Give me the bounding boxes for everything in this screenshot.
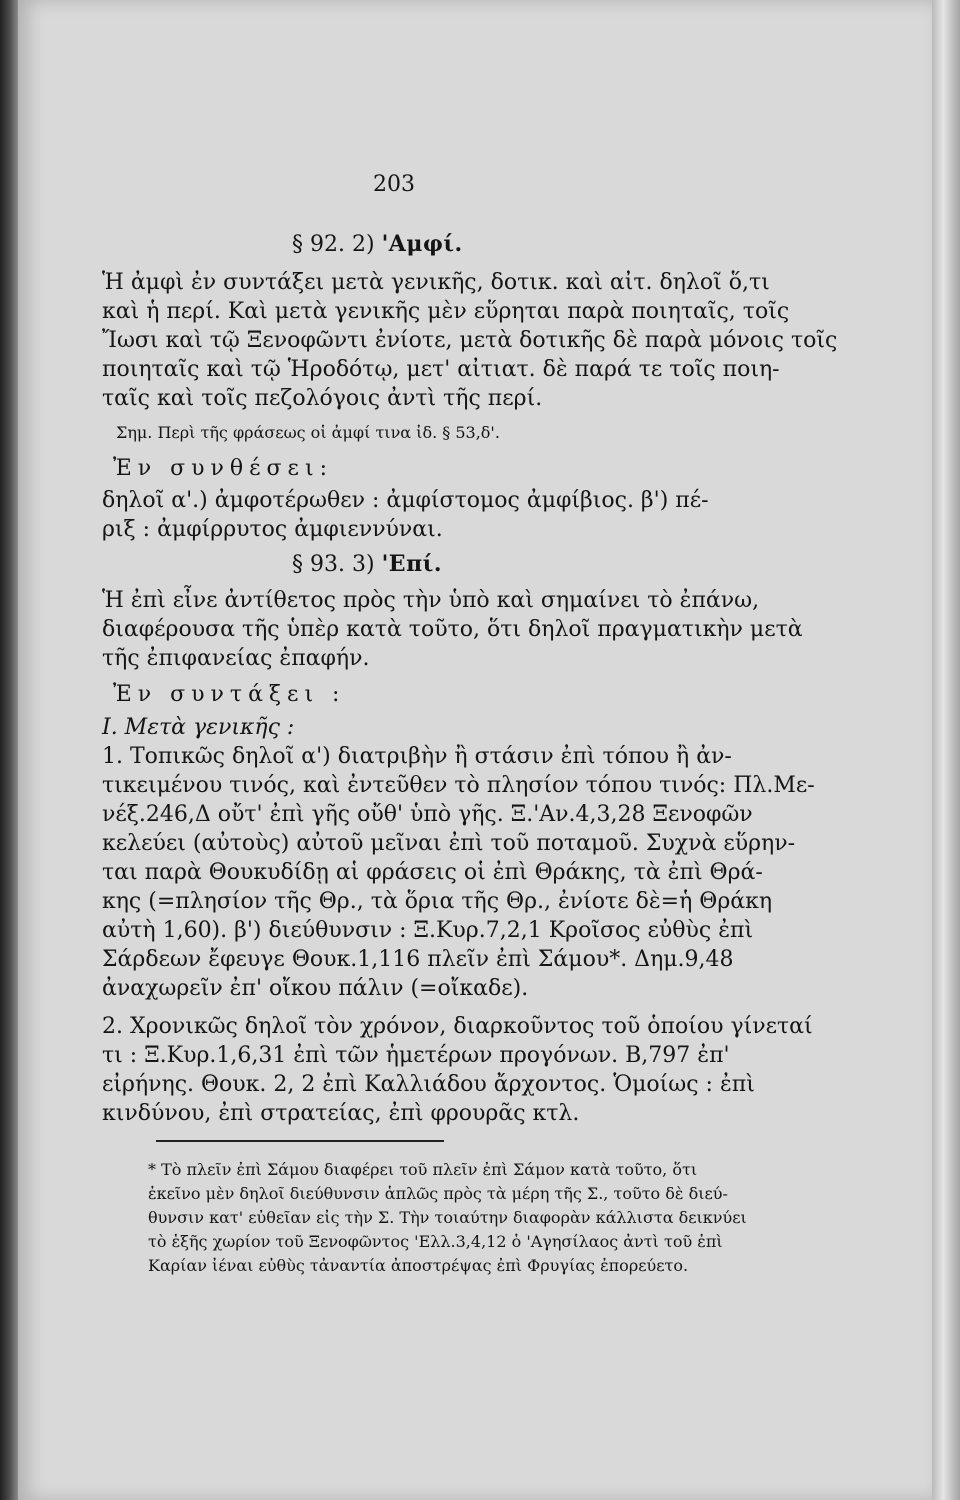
synthesis-line-2: ριξ : ἀμφίρρυτος ἀμφιεννύναι. (102, 517, 443, 542)
local-line-9: ἀναχωρεῖν ἐπ' οἴκου πάλιν (=οἴκαδε). (102, 976, 529, 1001)
section-93-title: 'Επί. (381, 551, 442, 577)
local-line-1: 1. Τοπικῶς δηλοῖ α') διατριβὴν ἢ στάσιν ἐπὶ τόπου ἢ ἀν- (102, 744, 732, 769)
footnote-line-3: θυνσιν κατ' εὐθεῖαν εἰς τὴν Σ. Τὴν τοιαύτην διαφορὰν κάλλιστα δεικνύει (148, 1208, 747, 1227)
epi-line-3: τῆς ἐπιφανείας ἐπαφήν. (102, 646, 370, 671)
right-page-edge (932, 0, 960, 1500)
temporal-usage-paragraph (102, 1012, 813, 1128)
section-92-marker: § 92. 2) (292, 232, 375, 257)
syntax-heading: Ἐν συντάξει : (113, 682, 346, 707)
section-92-title: 'Αμφί. (381, 231, 463, 257)
footnote-line-4: τὸ ἑξῆς χωρίον τοῦ Ξενοφῶντος 'Ελλ.3,4,12 ὁ 'Αγησίλαος ἀντὶ τοῦ ἐπὶ (148, 1232, 723, 1251)
local-line-8: Σάρδεων ἔφευγε Θουκ.1,116 πλεῖν ἐπὶ Σάμου*. Δημ.9,48 (102, 947, 734, 972)
amphi-paragraph (102, 268, 837, 413)
amphi-note: Σημ. Περὶ τῆς φράσεως οἱ ἀμφί τινα ἰδ. § 53,δ'. (116, 423, 500, 442)
amphi-line-5: ταῖς καὶ τοῖς πεζολόγοις ἀντὶ τῆς περί. (102, 386, 543, 411)
synthesis-paragraph (102, 486, 709, 544)
local-line-2: τικειμένου τινός, καὶ ἐντεῦθεν τὸ πλησίον τόπου τινός: Πλ.Με- (102, 773, 815, 798)
temporal-line-4: κινδύνου, ἐπὶ στρατείας, ἐπὶ φρουρᾶς κτλ. (102, 1101, 580, 1126)
genitive-heading: Ι. Μετὰ γενικῆς : (102, 715, 295, 740)
local-line-3: νέξ.246,Δ οὔτ' ἐπὶ γῆς οὔθ' ὑπὸ γῆς. Ξ.'Αν.4,3,28 Ξενοφῶν (102, 802, 753, 827)
epi-line-2: διαφέρουσα τῆς ὑπὲρ κατὰ τοῦτο, ὅτι δηλοῖ πραγματικὴν μετὰ (102, 617, 803, 642)
temporal-line-3: εἰρήνης. Θουκ. 2, 2 ἐπὶ Καλλιάδου ἄρχοντος. Ὁμοίως : ἐπὶ (102, 1072, 755, 1097)
temporal-line-2: τι : Ξ.Κυρ.1,6,31 ἐπὶ τῶν ἡμετέρων προγόνων. Β,797 ἐπ' (102, 1043, 730, 1068)
page-content (70, 0, 838, 1500)
footnote-line-1: * Τὸ πλεῖν ἐπὶ Σάμου διαφέρει τοῦ πλεῖν ἐπὶ Σάμον κατὰ τοῦτο, ὅτι (148, 1160, 698, 1179)
local-line-6: κης (=πλησίον τῆς Θρ., τὰ ὅρια τῆς Θρ., ἐνίοτε δὲ=ἡ Θράκη (102, 889, 773, 914)
local-usage-paragraph (102, 742, 815, 1003)
temporal-line-1: 2. Χρονικῶς δηλοῖ τὸν χρόνον, διαρκοῦντος τοῦ ὁποίου γίνεταί (102, 1014, 813, 1039)
page-number: 203 (373, 172, 415, 197)
amphi-line-1: Ἡ ἀμφὶ ἐν συντάξει μετὰ γενικῆς, δοτικ. καὶ αἰτ. δηλοῖ ὅ,τι (102, 270, 770, 295)
local-line-4: κελεύει (αὐτοὺς) αὐτοῦ μεῖναι ἐπὶ τοῦ ποταμοῦ. Συχνὰ εὕρην- (102, 831, 796, 856)
section-93-heading (292, 550, 442, 579)
section-92-heading (292, 230, 463, 259)
local-line-7: αὐτὴ 1,60). β') διεύθυνσιν : Ξ.Κυρ.7,2,1 Κροῖσος εὐθὺς ἐπὶ (102, 918, 754, 943)
footnote-line-2: ἐκεῖνο μὲν δηλοῖ διεύθυνσιν ἁπλῶς πρὸς τὰ μέρη τῆς Σ., τοῦτο δὲ διεύ- (148, 1184, 728, 1203)
footnote-separator (156, 1140, 444, 1142)
synthesis-line-1: δηλοῖ α'.) ἀμφοτέρωθεν : ἀμφίστομος ἀμφίβιος. β') πέ- (102, 488, 709, 513)
left-page-edge (0, 0, 18, 1500)
footnote-line-5: Καρίαν ἰέναι εὐθὺς τἀναντία ἀποστρέψας ἐπὶ Φρυγίας ἐπορεύετο. (148, 1256, 689, 1275)
footnote (148, 1158, 772, 1278)
amphi-line-4: ποιηταῖς καὶ τῷ Ἡροδότῳ, μετ' αἰτιατ. δὲ παρά τε τοῖς ποιη- (102, 357, 780, 382)
epi-line-1: Ἡ ἐπὶ εἶνε ἀντίθετος πρὸς τὴν ὑπὸ καὶ σημαίνει τὸ ἐπάνω, (102, 588, 760, 613)
amphi-line-2: καὶ ἡ περί. Καὶ μετὰ γενικῆς μὲν εὕρηται παρὰ ποιηταῖς, τοῖς (102, 299, 790, 324)
local-line-5: ται παρὰ Θουκυδίδῃ αἱ φράσεις οἱ ἐπὶ Θράκης, τὰ ἐπὶ Θρά- (102, 860, 763, 885)
epi-paragraph (102, 586, 803, 673)
book-page (18, 0, 932, 1500)
synthesis-heading: Ἐν συνθέσει: (113, 456, 333, 481)
amphi-line-3: Ἴωσι καὶ τῷ Ξενοφῶντι ἐνίοτε, μετὰ δοτικῆς δὲ παρὰ μόνοις τοῖς (102, 328, 838, 353)
section-93-marker: § 93. 3) (292, 552, 375, 577)
